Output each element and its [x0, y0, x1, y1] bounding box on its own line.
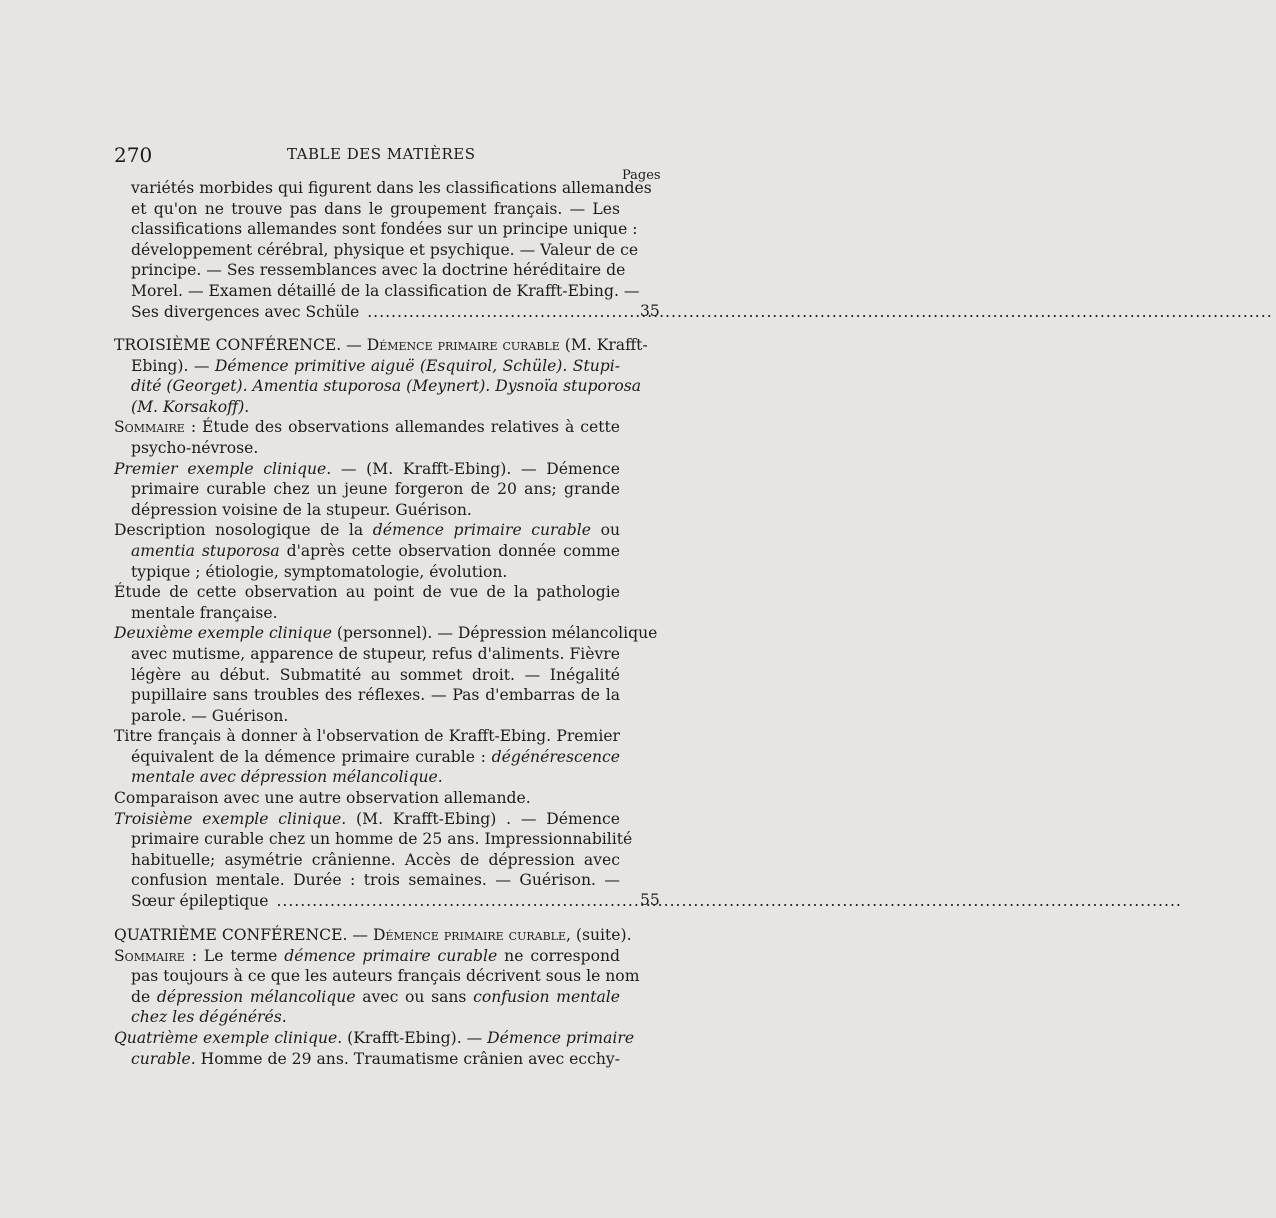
text-line: (M. Korsakoff).: [131, 397, 250, 416]
text-line: et qu'on ne trouve pas dans le groupement français. — Les: [131, 199, 620, 218]
text-line: Description nosologique de la démence primaire curable ou: [114, 521, 621, 540]
text-line: classifications allemandes sont fondées sur un principe unique :: [131, 220, 638, 239]
text-line: pas toujours à ce que les auteurs français décrivent sous le nom: [131, 967, 640, 986]
text-line: primaire curable chez un jeune forgeron de 20 ans; grande: [131, 480, 620, 499]
summary-line: Sommaire : Étude des observations allemandes relatives à cette: [114, 418, 620, 437]
text-line: Morel. — Examen détaillé de la classification de Krafft-Ebing. —: [131, 281, 640, 300]
chapter-heading: TROISIÈME CONFÉRENCE. — Démence primaire curable (M. Krafft-: [114, 336, 648, 354]
text-line: avec mutisme, apparence de stupeur, refus d'aliments. Fièvre: [131, 644, 620, 663]
text-line: typique ; étiologie, symptomatologie, évolution.: [131, 562, 508, 581]
page-number: 270: [114, 143, 153, 167]
text-line: pupillaire sans troubles des réflexes. — Pas d'embarras de la: [131, 686, 620, 705]
text-line: Ses divergences avec Schüle: [131, 302, 360, 321]
pages-column-label: Pages: [622, 168, 661, 183]
text-line: chez les dégénérés.: [131, 1008, 287, 1027]
entry-page-ref: 55: [640, 891, 660, 909]
text-line: parole. — Guérison.: [131, 706, 289, 725]
chapter-heading: QUATRIÈME CONFÉRENCE. — Démence primaire curable, (suite).: [114, 926, 632, 944]
running-title: TABLE DES MATIÈRES: [287, 145, 476, 163]
text-line: Titre français à donner à l'observation de Krafft-Ebing. Premier: [114, 727, 620, 746]
text-line: Deuxième exemple clinique (personnel). — Dépression mélancolique: [114, 624, 658, 643]
text-line: confusion mentale. Durée : trois semaines. — Guérison. —: [131, 871, 620, 890]
text-line: équivalent de la démence primaire curable : dégénérescence: [131, 747, 620, 766]
leader-line: [114, 302, 620, 323]
leader-line: [114, 891, 620, 912]
text-line: légère au début. Submatité au sommet droit. — Inégalité: [131, 665, 620, 684]
entry-page-ref: 35: [640, 302, 660, 320]
text-line: principe. — Ses ressemblances avec la doctrine héréditaire de: [131, 261, 626, 280]
text-line: Comparaison avec une autre observation allemande.: [114, 789, 531, 808]
text-line: habituelle; asymétrie crânienne. Accès de dépression avec: [131, 850, 620, 869]
chapter-entry-quatrieme: [114, 925, 640, 1069]
text-line: développement cérébral, physique et psychique. — Valeur de ce: [131, 240, 639, 259]
text-line: mentale avec dépression mélancolique.: [131, 768, 443, 787]
text-line: Étude de cette observation au point de vue de la pathologie: [114, 583, 620, 602]
text-line: Premier exemple clinique. — (M. Krafft-Ebing). — Démence: [114, 459, 620, 478]
text-line: Quatrième exemple clinique. (Krafft-Ebing). — Démence primaire: [114, 1028, 635, 1047]
text-line: amentia stuporosa d'après cette observation donnée comme: [131, 541, 620, 560]
text-line: variétés morbides qui figurent dans les classifications allemandes: [131, 179, 652, 197]
text-line: dité (Georget). Amentia stuporosa (Meynert). Dysnoïa stuporosa: [131, 377, 642, 396]
text-line: psycho-névrose.: [131, 438, 259, 457]
text-line: Troisième exemple clinique. (M. Krafft-Ebing) . — Démence: [114, 809, 621, 828]
text-line: dépression voisine de la stupeur. Guérison.: [131, 500, 472, 519]
dot-leader: [367, 303, 1272, 321]
text-line: primaire curable chez un homme de 25 ans. Impressionnabilité: [131, 830, 633, 849]
summary-line: Sommaire : Le terme démence primaire curable ne correspond: [114, 946, 620, 965]
text-line: Ebing). — Démence primitive aiguë (Esquirol, Schüle). Stupi-: [131, 356, 620, 375]
text-line: mentale française.: [131, 603, 278, 622]
text-line: curable. Homme de 29 ans. Traumatisme crânien avec ecchy-: [131, 1049, 620, 1068]
text-line: de dépression mélancolique avec ou sans confusion mentale: [131, 987, 621, 1006]
dot-leader: [276, 892, 1181, 910]
text-line: Sœur épileptique: [131, 892, 269, 911]
